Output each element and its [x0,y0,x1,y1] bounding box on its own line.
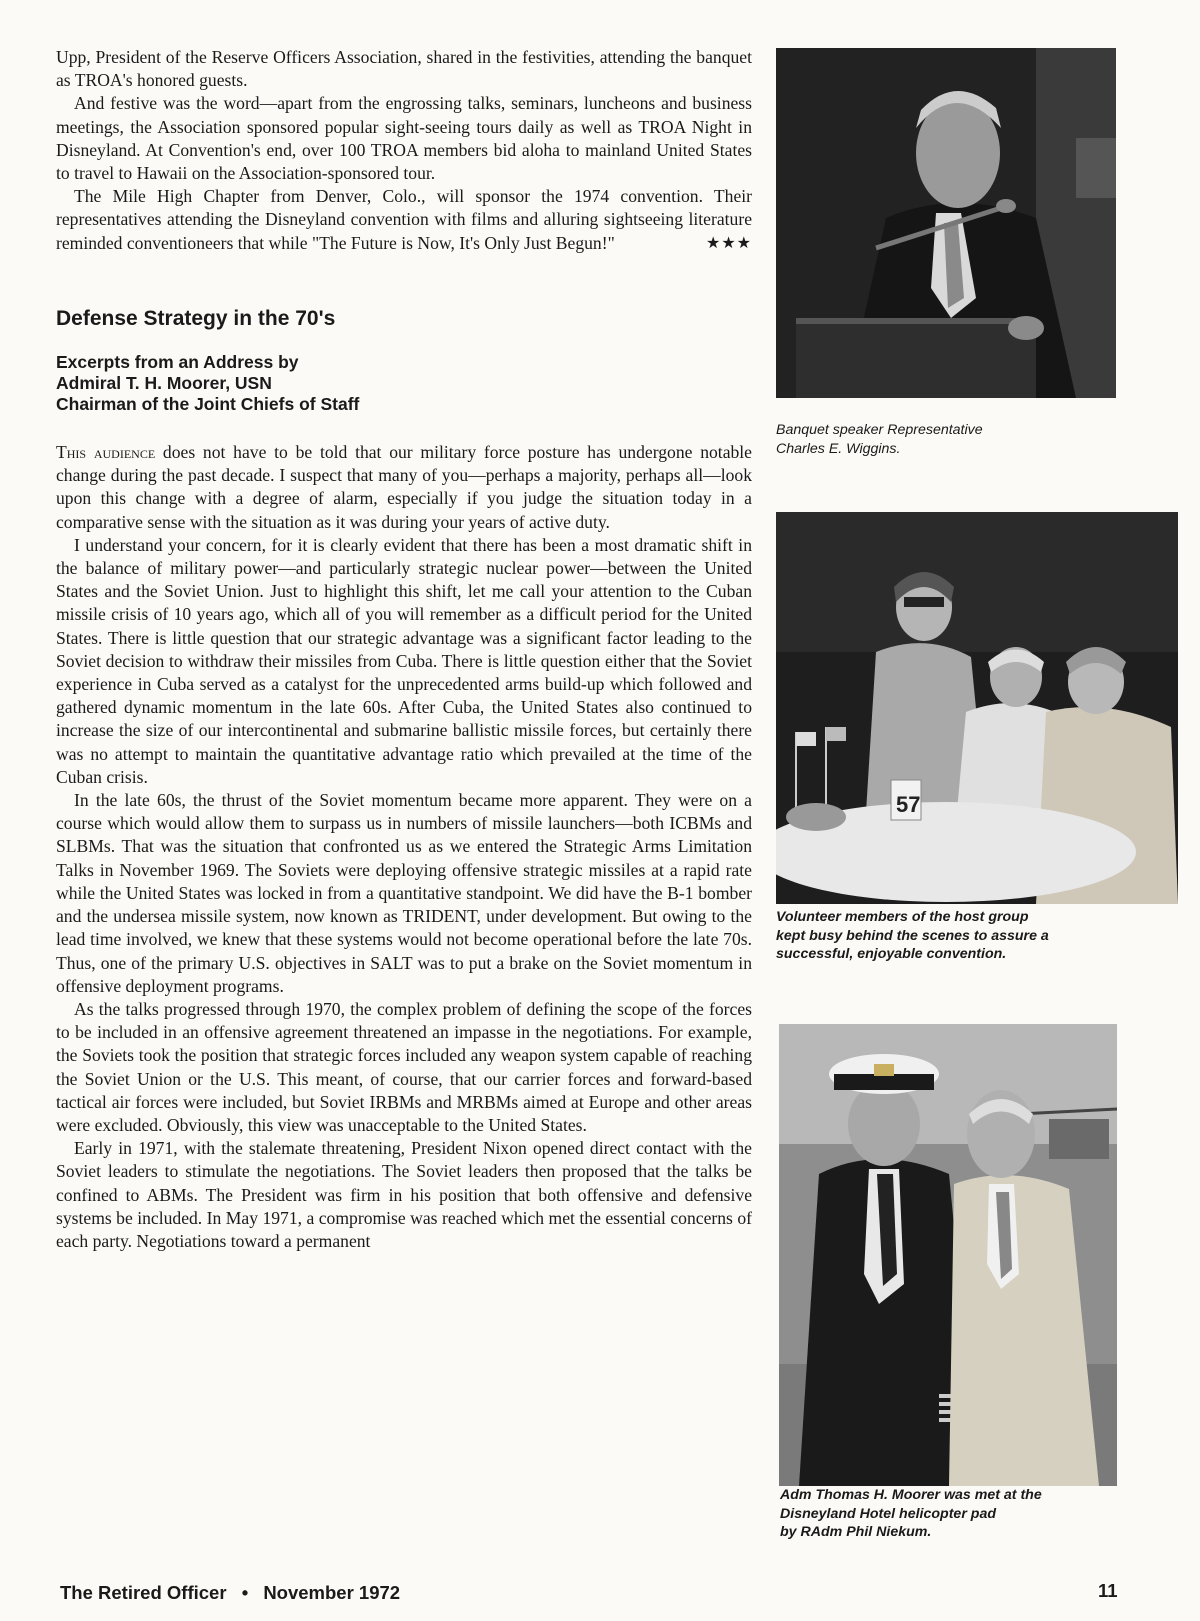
volunteers-photo [776,512,1178,904]
footer-separator: • [241,1582,249,1603]
article-paragraph: In the late 60s, the thrust of the Soviet momentum became more apparent. They were on a course which would allow them to surpass us in numbers of missile launchers—both ICBMs and SLBMs. That was the situation that confronted us as we entered the Strategic Arms Limitation Talks in November 1969. The Soviets were deploying offensive strategic missiles at a rapid rate while the United States was locked in from a quantitative standpoint. We did have the B-1 bomber and the undersea missile system, now known as TRIDENT, under development. But owing to the lead time involved, we knew that these systems would not become operational before the late 70s. Thus, one of the primary U.S. objectives in SALT was to put a brake on the Soviet momentum in offensive deployment programs. [56,790,752,996]
admiral-photo [779,1024,1117,1486]
caption-line: Volunteer members of the host group [776,909,1029,925]
issue-date: November 1972 [263,1582,401,1603]
caption-line: kept busy behind the scenes to assure a [776,927,1049,944]
main-text-column [56,46,752,1253]
intro-paragraph [56,185,752,255]
lead-in-smallcaps: This audience [56,442,156,463]
publication-name: The Retired Officer [60,1582,227,1603]
caption-line: Charles E. Wiggins. [776,440,901,457]
caption-line: by RAdm Phil Niekum. [780,1524,932,1540]
table-number: 57 [896,792,921,817]
intro-paragraph: And festive was the word—apart from the engrossing talks, seminars, luncheons and business meetings, the Association sponsored popular sight-seeing tours daily as well as TROA Night in Disneyland. At Convention's end, over 100 TROA members bid aloha to mainland United States to travel to Hawaii on the Association-sponsored tour. [56,93,752,184]
page-footer [60,1582,400,1604]
volunteers-photo-caption [776,908,1049,964]
caption-line: Banquet speaker Representative [776,422,983,438]
article-paragraph [56,441,752,534]
page-number: 11 [1098,1580,1118,1601]
admiral-photo-image [779,1024,1117,1486]
speaker-photo [776,48,1116,398]
caption-line: Adm Thomas H. Moorer was met at the [780,1487,1042,1503]
admiral-photo-caption [780,1486,1042,1542]
subhead-line: Excerpts from an Address by [56,352,299,373]
caption-line: successful, enjoyable convention. [776,946,1007,962]
article-title: Defense Strategy in the 70's [56,306,336,330]
article-paragraph: As the talks progressed through 1970, the complex problem of defining the scope of the forces to be included in an offensive agreement threatened an impasse in the negotiations. For example, the Soviets took the position that strategic forces included any weapon system capable of reaching the Soviet Union or the U.S. This meant, of course, that our carrier forces and forward-based tactical air forces were included, but Soviet IRBMs and MRBMs aimed at Europe and other areas were excluded. Obviously, this view was unacceptable to the United States. [56,998,752,1135]
article-paragraph-text: does not have to be told that our military force posture has undergone notable change during the past decade. I suspect that many of you—perhaps a majority, perhaps all—look upon this change with a degree of alarm, especially if you judge the situation today in a comparative sense with the situation as it was during your years of active duty. [56,442,752,532]
speaker-photo-image [776,48,1116,398]
intro-paragraph-text: The Mile High Chapter from Denver, Colo., will sponsor the 1974 convention. Their representatives attending the Disneyland convention with films and alluring sightseeing literature reminded conventioneers that while "The Future is Now, It's Only Just Begun!" [56,186,752,253]
volunteers-photo-image [776,512,1178,904]
subhead-line: Admiral T. H. Moorer, USN [56,373,272,394]
end-mark-stars: ★★★ [705,234,752,252]
intro-paragraph: Upp, President of the Reserve Officers Association, shared in the festivities, attending the banquet as TROA's honored guests. [56,47,752,91]
caption-line: Disneyland Hotel helicopter pad [780,1505,997,1522]
speaker-photo-caption [776,421,983,458]
subhead-line: Chairman of the Joint Chiefs of Staff [56,394,360,415]
article-paragraph: Early in 1971, with the stalemate threatening, President Nixon opened direct contact with the Soviet leaders to stimulate the negotiations. The Soviet leaders then proposed that the talks be confined to ABMs. The President was firm in his position that both offensive and defensive systems be included. In May 1971, a compromise was reached which met the essential concerns of each party. Negotiations toward a permanent [56,1138,752,1251]
article-paragraph: I understand your concern, for it is clearly evident that there has been a most dramatic shift in the balance of military power—and particularly strategic nuclear power—between the United States and the Soviet Union. Just to highlight this shift, let me call your attention to the Cuban missile crisis of 10 years ago, which all of you will remember as a difficult period for the United States. There is little question that our strategic advantage was a significant factor leading to the Soviet decision to withdraw their missiles from Cuba. There is little question either that the Soviet experience in Cuba served as a catalyst for the unprecedented arms build-up which followed and gathered dynamic momentum in the late 60s. After Cuba, the United States also continued to increase the size of our intercontinental and submarine ballistic missile forces, but certainly there was no attempt to maintain the quantitative advantage ratio which prevailed at the time of the Cuban crisis. [56,534,752,787]
article-subhead [56,352,752,415]
